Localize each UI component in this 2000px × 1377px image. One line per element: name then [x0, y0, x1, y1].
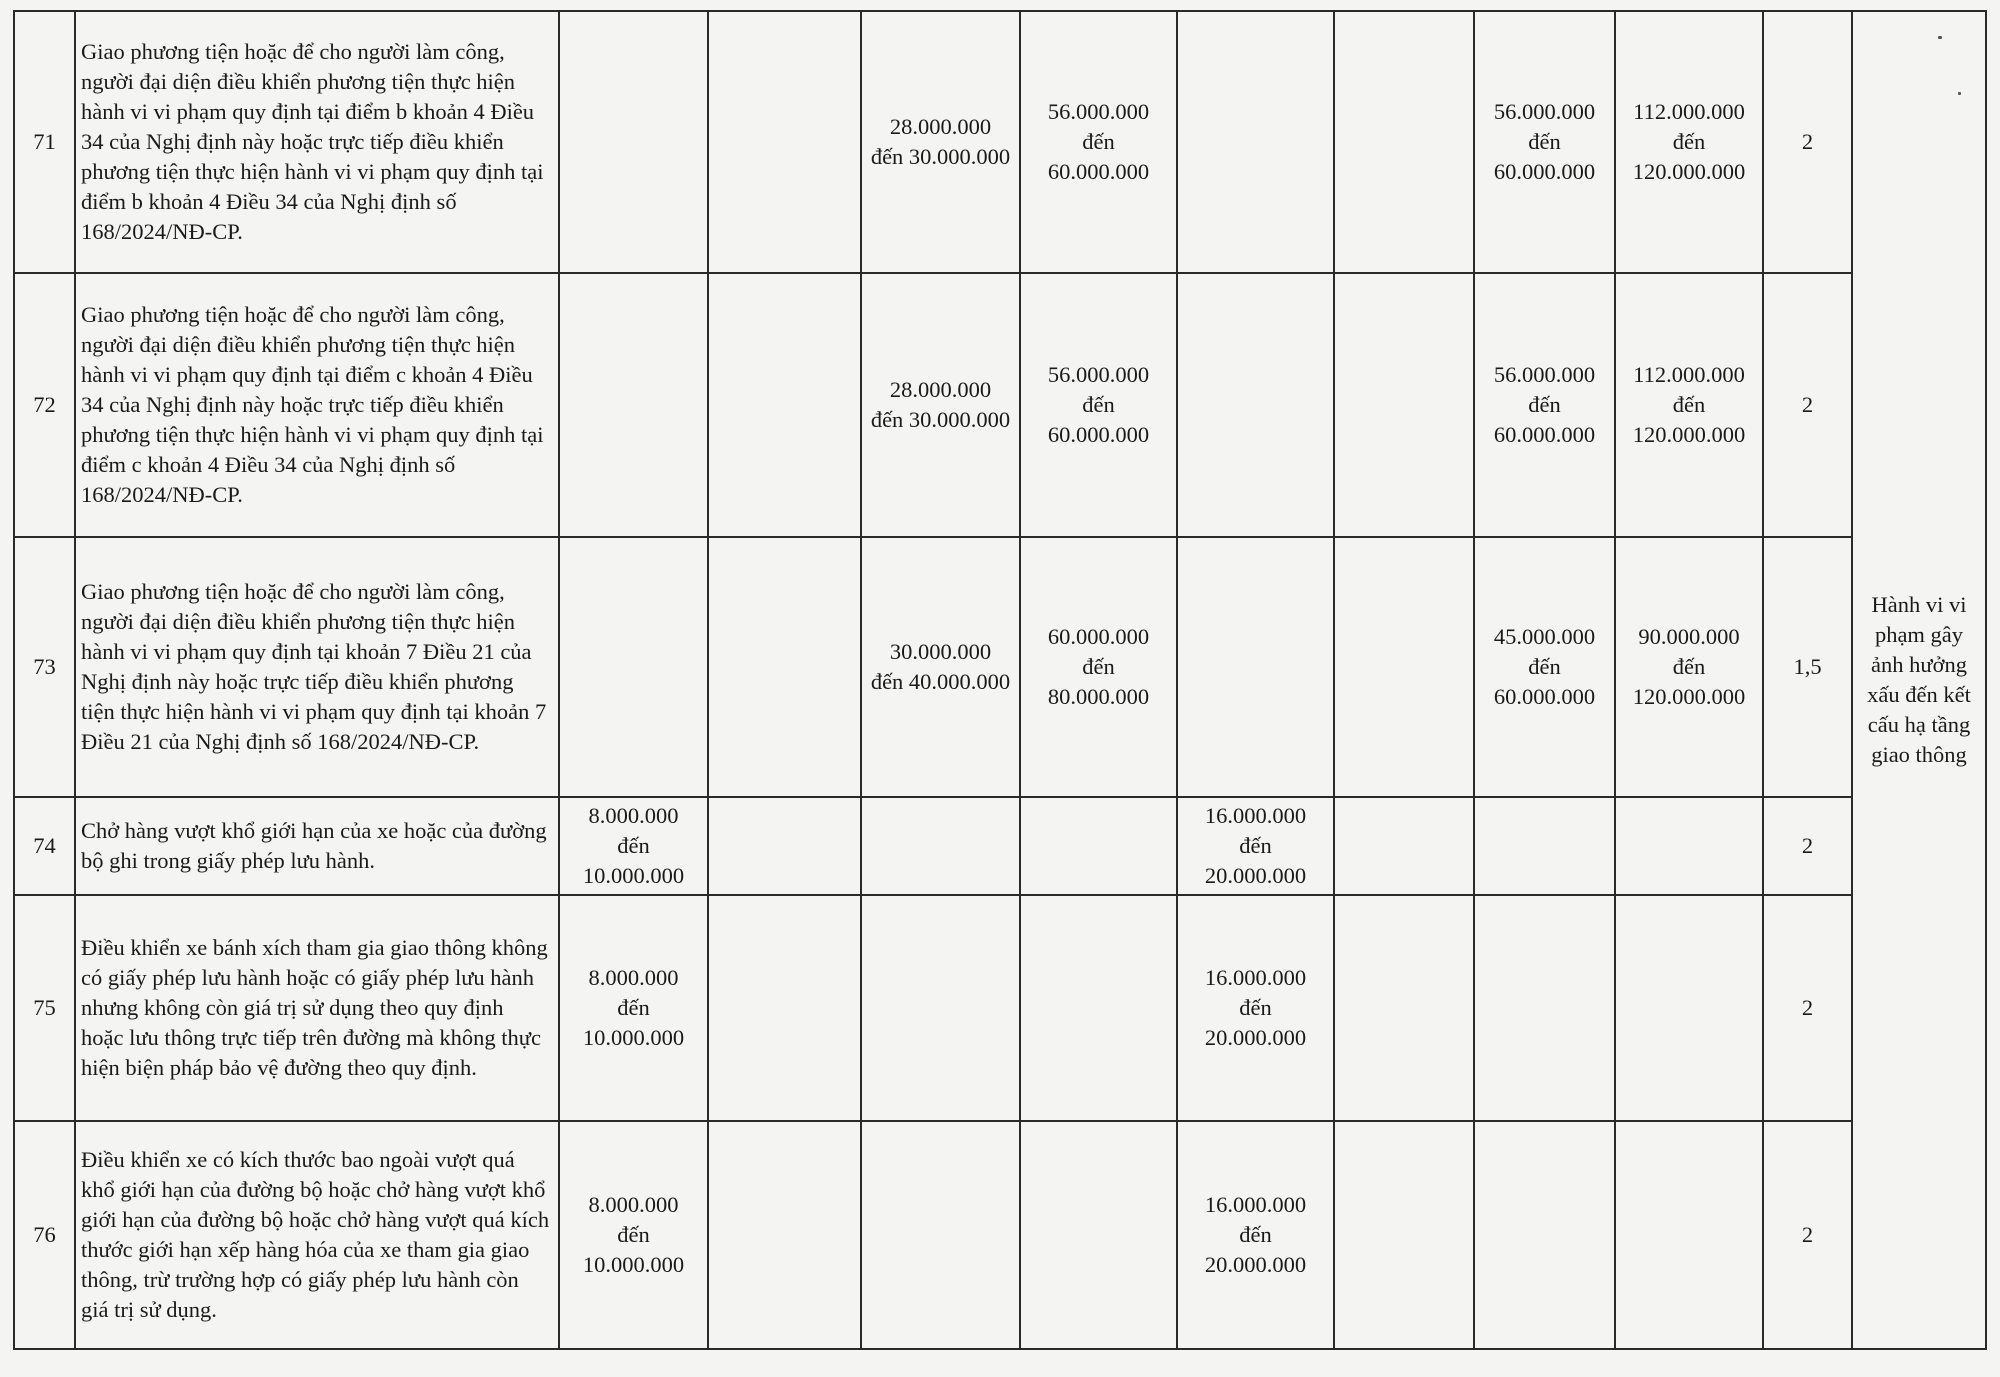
fine-amount-line: đến [1672, 654, 1706, 679]
fine-cell-5 [1177, 1121, 1334, 1349]
fine-amount-line: 16.000.000 [1204, 803, 1307, 828]
fine-amount-line: 8.000.000 [588, 965, 679, 990]
violation-description: Chở hàng vượt khổ giới hạn của xe hoặc của đường bộ ghi trong giấy phép lưu hành. [75, 797, 559, 895]
fine-amount-line: 112.000.000 [1633, 362, 1745, 387]
fine-amount-line: đến [1528, 392, 1561, 417]
fine-cell-4 [1020, 273, 1177, 537]
fine-amount-line: 20.000.000 [1204, 863, 1307, 888]
fine-cell-5 [1177, 11, 1334, 273]
fine-cell-6 [1334, 537, 1474, 797]
fine-cell-8 [1615, 273, 1763, 537]
fine-amount-line: đến [1239, 833, 1272, 858]
table-row [14, 797, 1986, 895]
fine-cell-2 [708, 537, 861, 797]
fine-cell-3 [861, 11, 1020, 273]
fine-amount-line: 28.000.000 [889, 377, 992, 402]
fine-amount-line: 112.000.000 [1633, 99, 1745, 124]
fine-cell-2 [708, 273, 861, 537]
fine-amount-line: 8.000.000 [588, 1192, 679, 1217]
fine-amount-line: 60.000.000 [1047, 159, 1150, 184]
violation-description: Giao phương tiện hoặc để cho người làm công, người đại diện điều khiển phương tiện thực hiện hành vi vi phạm quy định tại điểm c khoản 4 Điều 34 của Nghị định này hoặc trực tiếp điều khiển phương tiện thực hiện hành vi vi phạm quy định tại điểm c khoản 4 Điều 34 của Nghị định số 168/2024/NĐ-CP. [75, 273, 559, 537]
table-row [14, 537, 1986, 797]
fine-amount-line: 8.000.000 [588, 803, 679, 828]
fines-table [13, 10, 1987, 1350]
fine-amount-line: 120.000.000 [1632, 422, 1746, 447]
fine-amount-line: 10.000.000 [582, 1252, 685, 1277]
fine-cell-8 [1615, 895, 1763, 1121]
fine-cell-7 [1474, 273, 1615, 537]
fine-cell-6 [1334, 11, 1474, 273]
fine-cell-5 [1177, 537, 1334, 797]
fine-cell-1 [559, 11, 708, 273]
violation-description: Điều khiển xe bánh xích tham gia giao thông không có giấy phép lưu hành hoặc có giấy phép lưu hành nhưng không còn giá trị sử dụng theo quy định hoặc lưu thông trực tiếp trên đường mà không thực hiện biện pháp bảo vệ đường theo quy định. [75, 895, 559, 1121]
row-number: 74 [14, 797, 75, 895]
fine-cell-8 [1615, 537, 1763, 797]
fine-amount-line: đến [1528, 129, 1561, 154]
fine-cell-4 [1020, 537, 1177, 797]
table-row [14, 895, 1986, 1121]
violation-description: Giao phương tiện hoặc để cho người làm công, người đại diện điều khiển phương tiện thực hiện hành vi vi phạm quy định tại khoản 7 Điều 21 của Nghị định này hoặc trực tiếp điều khiển phương tiện thực hiện hành vi vi phạm quy định tại khoản 7 Điều 21 của Nghị định số 168/2024/NĐ-CP. [75, 537, 559, 797]
fine-cell-4 [1020, 11, 1177, 273]
fine-amount-line: đến [617, 995, 650, 1020]
violation-description: Điều khiển xe có kích thước bao ngoài vượt quá khổ giới hạn của đường bộ hoặc chở hàng vượt khổ giới hạn của đường bộ hoặc chở hàng vượt quá kích thước giới hạn xếp hàng hóa của xe tham gia giao thông, trừ trường hợp có giấy phép lưu hành còn giá trị sử dụng. [75, 1121, 559, 1349]
fine-amount-line: đến [1672, 129, 1706, 154]
fine-amount-line: đến [1239, 1222, 1272, 1247]
fine-amount-line: đến [1239, 995, 1272, 1020]
fine-amount-line: 120.000.000 [1632, 684, 1746, 709]
multiplier: 2 [1763, 1121, 1852, 1349]
multiplier: 2 [1763, 273, 1852, 537]
fine-cell-1 [559, 895, 708, 1121]
fine-cell-3 [861, 537, 1020, 797]
fine-amount-line: 20.000.000 [1204, 1252, 1307, 1277]
fine-cell-7 [1474, 537, 1615, 797]
fine-amount-line: 60.000.000 [1493, 159, 1596, 184]
fine-cell-2 [708, 797, 861, 895]
fine-cell-6 [1334, 1121, 1474, 1349]
fine-amount-line: đến 30.000.000 [870, 144, 1011, 169]
fine-amount-line: đến [1082, 392, 1115, 417]
fine-cell-3 [861, 895, 1020, 1121]
group-note: Hành vi vi phạm gây ảnh hưởng xấu đến kết cấu hạ tầng giao thông [1852, 11, 1986, 1349]
table-row [14, 273, 1986, 537]
fine-cell-3 [861, 273, 1020, 537]
row-number: 76 [14, 1121, 75, 1349]
fine-amount-line: 16.000.000 [1204, 1192, 1307, 1217]
fine-cell-4 [1020, 797, 1177, 895]
multiplier: 1,5 [1763, 537, 1852, 797]
fine-cell-3 [861, 797, 1020, 895]
scan-speck [1958, 92, 1961, 95]
fine-amount-line: đến [1528, 654, 1561, 679]
fine-amount-line: 45.000.000 [1493, 624, 1596, 649]
fine-amount-line: đến [1082, 129, 1115, 154]
fine-cell-7 [1474, 1121, 1615, 1349]
table-body [14, 11, 1986, 1349]
fine-cell-7 [1474, 797, 1615, 895]
row-number: 71 [14, 11, 75, 273]
fine-cell-7 [1474, 895, 1615, 1121]
fine-amount-line: 60.000.000 [1047, 422, 1150, 447]
fine-cell-5 [1177, 273, 1334, 537]
fine-amount-line: 56.000.000 [1493, 99, 1596, 124]
fine-amount-line: 20.000.000 [1204, 1025, 1307, 1050]
multiplier: 2 [1763, 895, 1852, 1121]
table-row [14, 11, 1986, 273]
fine-cell-2 [708, 11, 861, 273]
fine-amount-line: 120.000.000 [1632, 159, 1746, 184]
fine-cell-6 [1334, 797, 1474, 895]
table-row [14, 1121, 1986, 1349]
fine-amount-line: 90.000.000 [1638, 624, 1740, 649]
fine-amount-line: 60.000.000 [1047, 624, 1150, 649]
fine-amount-line: 10.000.000 [582, 1025, 685, 1050]
fine-cell-1 [559, 1121, 708, 1349]
fine-amount-line: 16.000.000 [1204, 965, 1307, 990]
fine-amount-line: đến [1082, 654, 1115, 679]
fine-amount-line: 56.000.000 [1047, 99, 1150, 124]
fine-cell-1 [559, 273, 708, 537]
fine-cell-5 [1177, 895, 1334, 1121]
fine-cell-2 [708, 1121, 861, 1349]
violation-description: Giao phương tiện hoặc để cho người làm công, người đại diện điều khiển phương tiện thực hiện hành vi vi phạm quy định tại điểm b khoản 4 Điều 34 của Nghị định này hoặc trực tiếp điều khiển phương tiện thực hiện hành vi vi phạm quy định tại điểm b khoản 4 Điều 34 của Nghị định số 168/2024/NĐ-CP. [75, 11, 559, 273]
fine-amount-line: đến 30.000.000 [870, 407, 1011, 432]
fine-cell-5 [1177, 797, 1334, 895]
fine-cell-4 [1020, 1121, 1177, 1349]
row-number: 75 [14, 895, 75, 1121]
fine-amount-line: 30.000.000 [889, 639, 992, 664]
multiplier: 2 [1763, 797, 1852, 895]
fine-amount-line: 56.000.000 [1493, 362, 1596, 387]
fine-cell-6 [1334, 273, 1474, 537]
fine-amount-line: đến [1672, 392, 1706, 417]
fine-amount-line: 56.000.000 [1047, 362, 1150, 387]
fine-amount-line: 28.000.000 [889, 114, 992, 139]
fine-amount-line: đến [617, 1222, 650, 1247]
fine-cell-8 [1615, 11, 1763, 273]
fine-amount-line: 80.000.000 [1047, 684, 1150, 709]
fine-cell-4 [1020, 895, 1177, 1121]
fine-cell-6 [1334, 895, 1474, 1121]
fine-amount-line: đến [617, 833, 650, 858]
fine-cell-8 [1615, 1121, 1763, 1349]
row-number: 73 [14, 537, 75, 797]
fine-cell-3 [861, 1121, 1020, 1349]
scan-speck [1938, 36, 1942, 39]
fine-cell-7 [1474, 11, 1615, 273]
fine-amount-line: 60.000.000 [1493, 684, 1596, 709]
fine-cell-1 [559, 537, 708, 797]
fine-cell-8 [1615, 797, 1763, 895]
fine-amount-line: 60.000.000 [1493, 422, 1596, 447]
fine-cell-2 [708, 895, 861, 1121]
fine-cell-1 [559, 797, 708, 895]
fine-amount-line: 10.000.000 [582, 863, 685, 888]
multiplier: 2 [1763, 11, 1852, 273]
fine-amount-line: đến 40.000.000 [870, 669, 1011, 694]
row-number: 72 [14, 273, 75, 537]
